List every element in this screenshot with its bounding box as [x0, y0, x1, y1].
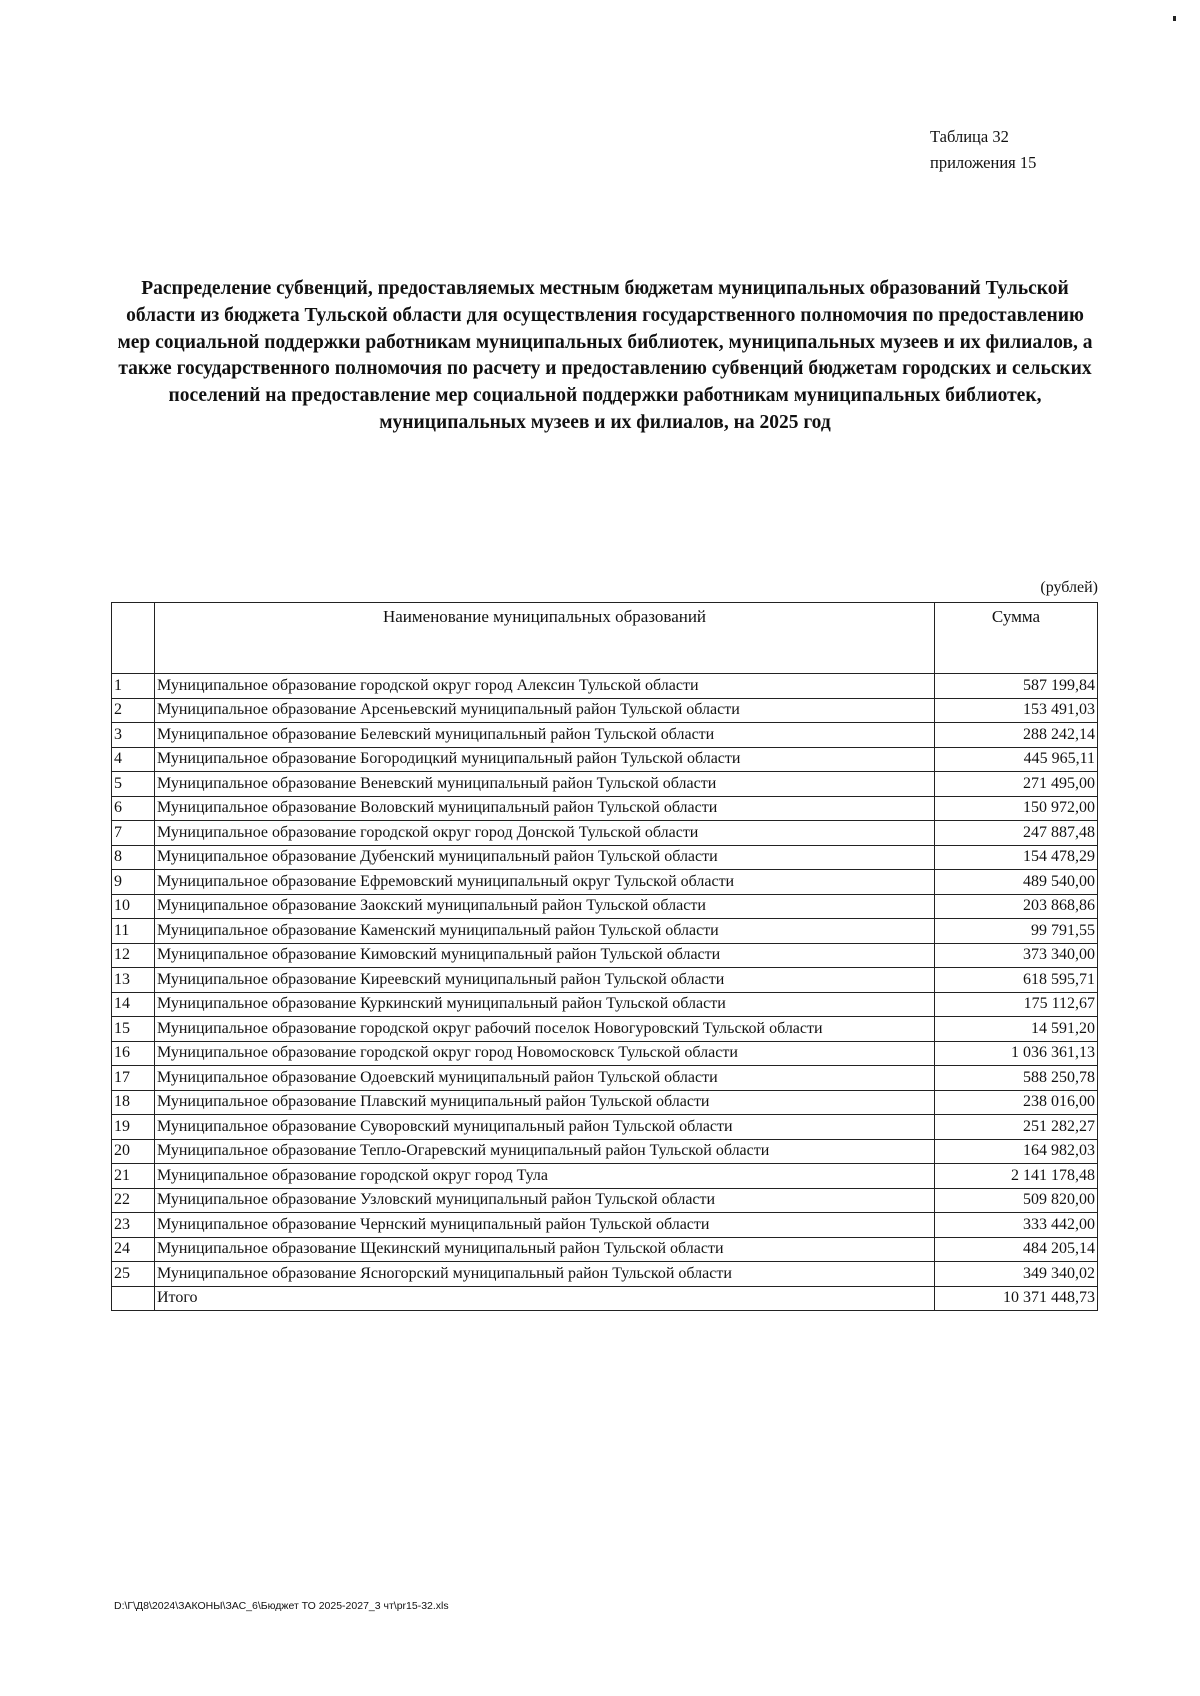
municipality-name: Муниципальное образование Каменский муниципальный район Тульской области — [155, 919, 935, 944]
row-number: 23 — [112, 1213, 155, 1238]
row-number: 18 — [112, 1090, 155, 1115]
row-number: 8 — [112, 845, 155, 870]
table-row — [112, 1115, 1098, 1140]
municipality-name: Муниципальное образование Узловский муниципальный район Тульской области — [155, 1188, 935, 1213]
row-number: 12 — [112, 943, 155, 968]
municipality-name: Муниципальное образование городской округ город Алексин Тульской области — [155, 674, 935, 699]
total-row — [112, 1286, 1098, 1311]
table-row — [112, 1017, 1098, 1042]
table-row — [112, 1188, 1098, 1213]
subvention-amount: 587 199,84 — [935, 674, 1098, 699]
table-row — [112, 674, 1098, 699]
row-number: 7 — [112, 821, 155, 846]
row-number: 11 — [112, 919, 155, 944]
subvention-amount: 2 141 178,48 — [935, 1164, 1098, 1189]
subvention-amount: 154 478,29 — [935, 845, 1098, 870]
table-row — [112, 1213, 1098, 1238]
row-number: 3 — [112, 723, 155, 748]
row-number: 2 — [112, 698, 155, 723]
subvention-amount: 588 250,78 — [935, 1066, 1098, 1091]
row-number — [112, 1286, 155, 1311]
subvention-amount: 251 282,27 — [935, 1115, 1098, 1140]
table-row — [112, 870, 1098, 895]
municipality-name: Муниципальное образование Воловский муниципальный район Тульской области — [155, 796, 935, 821]
subvention-amount: 247 887,48 — [935, 821, 1098, 846]
table-row — [112, 968, 1098, 993]
header-amount: Сумма — [935, 603, 1098, 674]
table-row — [112, 1237, 1098, 1262]
subvention-amount: 238 016,00 — [935, 1090, 1098, 1115]
row-number: 14 — [112, 992, 155, 1017]
subvention-amount: 288 242,14 — [935, 723, 1098, 748]
row-number: 4 — [112, 747, 155, 772]
subvention-amount: 373 340,00 — [935, 943, 1098, 968]
appendix-number: приложения 15 — [930, 153, 1037, 172]
municipality-name: Муниципальное образование Кимовский муниципальный район Тульской области — [155, 943, 935, 968]
row-number: 17 — [112, 1066, 155, 1091]
row-number: 21 — [112, 1164, 155, 1189]
table-row — [112, 1066, 1098, 1091]
subvention-amount: 175 112,67 — [935, 992, 1098, 1017]
row-number: 16 — [112, 1041, 155, 1066]
table-row — [112, 1041, 1098, 1066]
row-number: 13 — [112, 968, 155, 993]
table-row — [112, 821, 1098, 846]
unit-label: (рублей) — [1040, 579, 1098, 596]
row-number: 1 — [112, 674, 155, 699]
table-number: Таблица 32 — [930, 127, 1009, 146]
subvention-amount: 618 595,71 — [935, 968, 1098, 993]
document-title: Распределение субвенций, предоставляемых местным бюджетам муниципальных образований Тульской области из бюджета Тульской области для осуществления государственного полномочия по предоставлению мер социальной поддержки работникам муниципальных библиотек, муниципальных музеев и их филиалов, а также государственного полномочия по расчету и предоставлению субвенций бюджетам городских и сельских поселений на предоставление мер социальной поддержки работникам муниципальных библиотек, муниципальных музеев и их филиалов, на 2025 год — [117, 278, 1093, 433]
subvention-amount: 489 540,00 — [935, 870, 1098, 895]
municipality-name: Муниципальное образование Одоевский муниципальный район Тульской области — [155, 1066, 935, 1091]
table-header-row — [112, 603, 1098, 674]
subvention-amount: 14 591,20 — [935, 1017, 1098, 1042]
table-row — [112, 992, 1098, 1017]
municipality-name: Муниципальное образование городской округ город Тула — [155, 1164, 935, 1189]
subvention-amount: 99 791,55 — [935, 919, 1098, 944]
header-name: Наименование муниципальных образований — [155, 603, 935, 674]
subvention-amount: 153 491,03 — [935, 698, 1098, 723]
row-number: 25 — [112, 1262, 155, 1287]
table-row — [112, 772, 1098, 797]
table-row — [112, 894, 1098, 919]
row-number: 9 — [112, 870, 155, 895]
municipality-name: Муниципальное образование Киреевский муниципальный район Тульской области — [155, 968, 935, 993]
table-row — [112, 1139, 1098, 1164]
municipality-name: Муниципальное образование Суворовский муниципальный район Тульской области — [155, 1115, 935, 1140]
table-row — [112, 698, 1098, 723]
row-number: 5 — [112, 772, 155, 797]
municipality-name: Муниципальное образование Ефремовский муниципальный округ Тульской области — [155, 870, 935, 895]
municipality-name: Муниципальное образование городской округ город Донской Тульской области — [155, 821, 935, 846]
municipality-name: Итого — [155, 1286, 935, 1311]
subvention-amount: 349 340,02 — [935, 1262, 1098, 1287]
municipality-name: Муниципальное образование городской округ рабочий поселок Новогуровский Тульской области — [155, 1017, 935, 1042]
municipality-name: Муниципальное образование Чернский муниципальный район Тульской области — [155, 1213, 935, 1238]
table-row — [112, 845, 1098, 870]
table-row — [112, 723, 1098, 748]
municipality-name: Муниципальное образование Куркинский муниципальный район Тульской области — [155, 992, 935, 1017]
row-number: 24 — [112, 1237, 155, 1262]
table-body — [112, 674, 1098, 1311]
subvention-amount: 10 371 448,73 — [935, 1286, 1098, 1311]
municipality-name: Муниципальное образование Белевский муниципальный район Тульской области — [155, 723, 935, 748]
municipality-name: Муниципальное образование Тепло-Огаревский муниципальный район Тульской области — [155, 1139, 935, 1164]
subvention-amount: 445 965,11 — [935, 747, 1098, 772]
subvention-amount: 484 205,14 — [935, 1237, 1098, 1262]
header-number — [112, 603, 155, 674]
municipality-name: Муниципальное образование Дубенский муниципальный район Тульской области — [155, 845, 935, 870]
municipality-name: Муниципальное образование Ясногорский муниципальный район Тульской области — [155, 1262, 935, 1287]
table-row — [112, 1090, 1098, 1115]
row-number: 22 — [112, 1188, 155, 1213]
municipality-name: Муниципальное образование Богородицкий муниципальный район Тульской области — [155, 747, 935, 772]
row-number: 15 — [112, 1017, 155, 1042]
municipality-name: Муниципальное образование городской округ город Новомосковск Тульской области — [155, 1041, 935, 1066]
table-row — [112, 796, 1098, 821]
subvention-amount: 150 972,00 — [935, 796, 1098, 821]
subvention-amount: 333 442,00 — [935, 1213, 1098, 1238]
subvention-amount: 1 036 361,13 — [935, 1041, 1098, 1066]
table-row — [112, 943, 1098, 968]
table-row — [112, 919, 1098, 944]
row-number: 6 — [112, 796, 155, 821]
table-reference — [930, 124, 1036, 176]
distribution-table — [111, 602, 1098, 1311]
table-row — [112, 747, 1098, 772]
row-number: 19 — [112, 1115, 155, 1140]
municipality-name: Муниципальное образование Плавский муниципальный район Тульской области — [155, 1090, 935, 1115]
file-path: D:\Г\Д8\2024\ЗАКОНЫ\ЗАС_6\Бюджет ТО 2025-2027_3 чт\pr15-32.xls — [114, 1600, 449, 1612]
municipality-name: Муниципальное образование Заокский муниципальный район Тульской области — [155, 894, 935, 919]
subvention-amount: 271 495,00 — [935, 772, 1098, 797]
row-number: 10 — [112, 894, 155, 919]
municipality-name: Муниципальное образование Щекинский муниципальный район Тульской области — [155, 1237, 935, 1262]
municipality-name: Муниципальное образование Веневский муниципальный район Тульской области — [155, 772, 935, 797]
table-row — [112, 1164, 1098, 1189]
table-row — [112, 1262, 1098, 1287]
subvention-amount: 509 820,00 — [935, 1188, 1098, 1213]
subvention-amount: 164 982,03 — [935, 1139, 1098, 1164]
row-number: 20 — [112, 1139, 155, 1164]
subvention-amount: 203 868,86 — [935, 894, 1098, 919]
scan-speck — [1173, 16, 1176, 21]
municipality-name: Муниципальное образование Арсеньевский муниципальный район Тульской области — [155, 698, 935, 723]
